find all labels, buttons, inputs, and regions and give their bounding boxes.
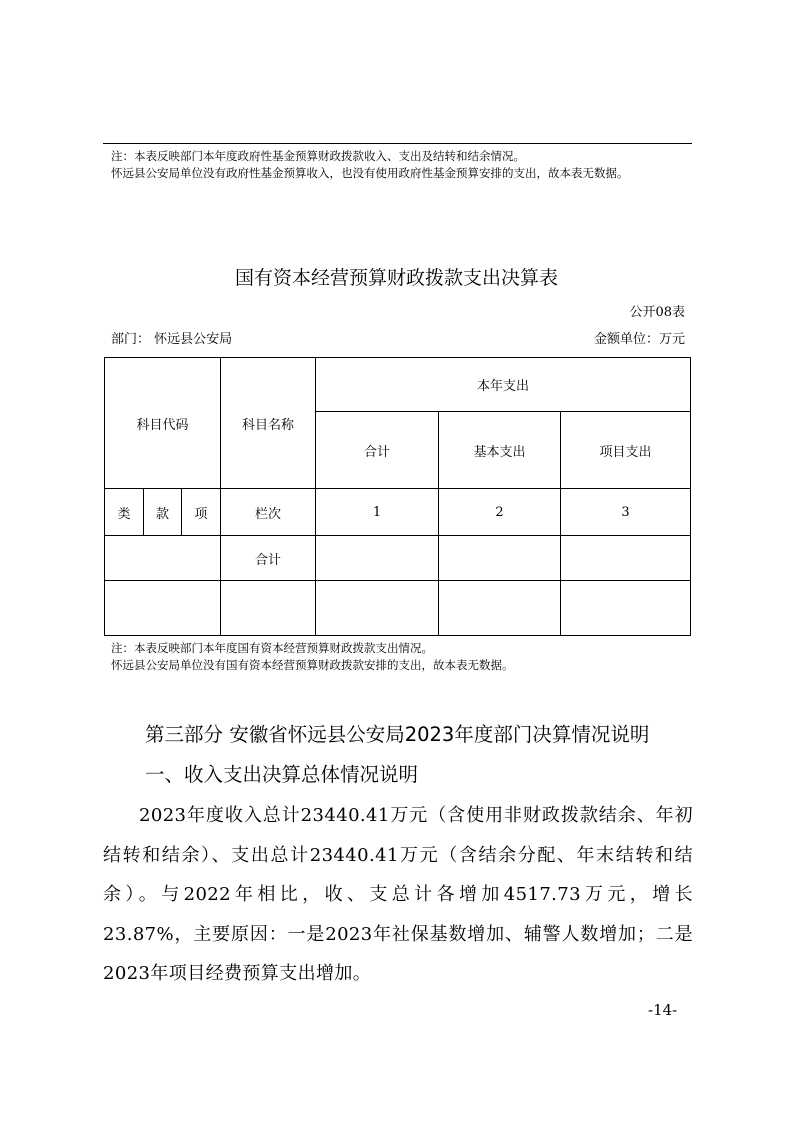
header-subject-code: 科目代码 xyxy=(105,358,221,489)
table-title: 国有资本经营预算财政拨款支出决算表 xyxy=(234,267,558,289)
sub-section-title: 一、收入支出决算总体情况说明 xyxy=(145,763,419,786)
header-basic-expenditure: 基本支出 xyxy=(439,412,561,489)
total-row-total-cell xyxy=(316,536,439,581)
empty-row-project-cell xyxy=(561,581,691,636)
empty-row-code-cell xyxy=(105,581,221,636)
empty-row-name-cell xyxy=(221,581,316,636)
expenditure-table xyxy=(104,357,691,636)
top-note-line-2: 怀远县公安局单位没有政府性基金预算收入，也没有使用政府性基金预算安排的支出，故本表无数据。 xyxy=(111,166,629,180)
col-row-label: 栏次 xyxy=(221,489,316,536)
amount-unit-label: 金额单位：万元 xyxy=(593,332,685,347)
header-current-year-expenditure: 本年支出 xyxy=(316,358,691,412)
department-label: 部门： 怀远县公安局 xyxy=(111,332,233,347)
empty-row-basic-cell xyxy=(439,581,561,636)
total-row-label: 合计 xyxy=(221,536,316,581)
total-row-code-cell xyxy=(105,536,221,581)
header-subject-name: 科目名称 xyxy=(221,358,316,489)
header-total: 合计 xyxy=(316,412,439,489)
col-class: 类 xyxy=(105,489,144,536)
total-row-project-cell xyxy=(561,536,691,581)
col-number-3: 3 xyxy=(561,489,691,536)
income-expenditure-paragraph: 2023年度收入总计23440.41万元（含使用非财政拨款结余、年初结转和结余）、支出总计23440.41万元（含结余分配、年末结转和结余）。与2022年相比，收、支总计各增加4517.73万元，增长23.87%，主要原因：一是2023年社保基数增加、辅警人数增加；二是2023年项目经费预算支出增加。 xyxy=(103,805,693,984)
top-note-line-1: 注：本表反映部门本年度政府性基金预算财政拨款收入、支出及结转和结余情况。 xyxy=(111,149,525,163)
total-row-basic-cell xyxy=(439,536,561,581)
bottom-note-line-2: 怀远县公安局单位没有国有资本经营预算财政拨款安排的支出，故本表无数据。 xyxy=(111,658,514,672)
col-section: 款 xyxy=(144,489,182,536)
bottom-note-line-1: 注：本表反映部门本年度国有资本经营预算财政拨款支出情况。 xyxy=(111,641,433,655)
col-number-1: 1 xyxy=(316,489,439,536)
col-item: 项 xyxy=(182,489,221,536)
page-number: -14- xyxy=(648,1001,678,1019)
empty-row-total-cell xyxy=(316,581,439,636)
header-project-expenditure: 项目支出 xyxy=(561,412,691,489)
part-title: 第三部分 安徽省怀远县公安局2023年度部门决算情况说明 xyxy=(145,723,650,746)
col-number-2: 2 xyxy=(439,489,561,536)
top-rule xyxy=(103,143,692,144)
table-code: 公开08表 xyxy=(629,305,685,320)
